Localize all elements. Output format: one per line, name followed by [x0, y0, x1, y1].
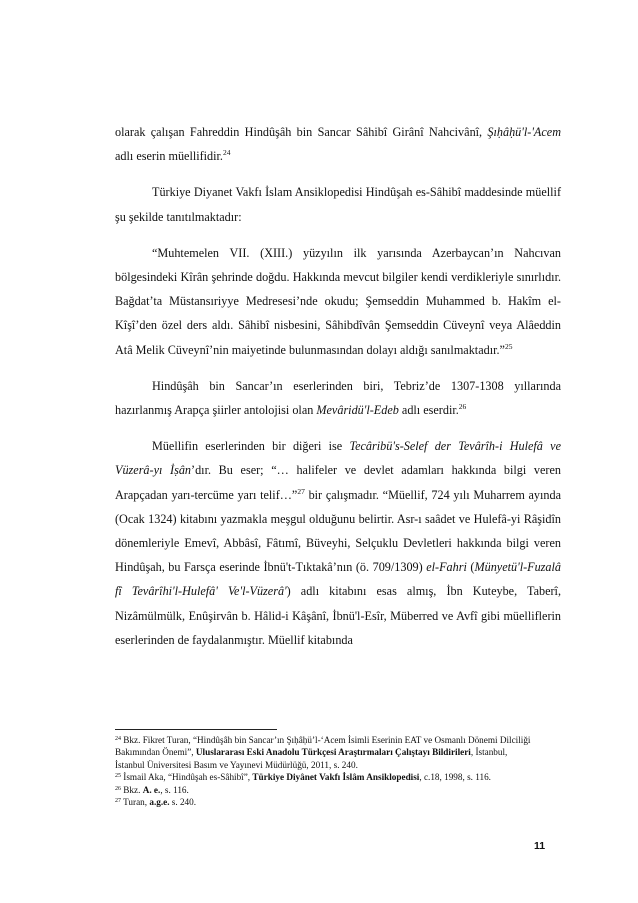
footnote-text: Bkz. Fikret Turan, “Hindûşâh bin Sancar’ın Şıḥâḥü’l-‘Acem İsimli Eserinin EAT ve Osmanlı Dönemi Dilciliği Bakımından Önemi”,: [115, 735, 531, 758]
work-title: Şıḥâḥü'l-'Acem: [487, 125, 561, 139]
paragraph-works: [115, 374, 561, 422]
footnote-27: [115, 796, 535, 808]
footnote-25: [115, 771, 535, 783]
footnote-source-title: A. e.: [142, 784, 161, 795]
text-run: (: [466, 560, 475, 575]
text-run: bir çalışmadır. “Müellif, 724 yılı Muharrem ayında (Ocak 1324) kitabını yazmakla meşgul olduğunu belirtir. Asr-ı saâdet ve Hulefâ-yi Râşidîn dönemleriyle Emevî, Abbâsî, Fâtımî, Büveyhi, Selçuklu Devletleri hakkında bilgi veren Hindûşah, bu Farsça eserinde İbnü't-Tıktakâ’nın (ö. 709/1309): [115, 487, 562, 575]
footnote-number: 25: [115, 773, 121, 780]
paragraph-quote: [115, 241, 561, 362]
text-run: “Muhtemelen VII. (XIII.) yüzyılın ilk yarısında Azerbaycan’ın Nahcıvan bölgesindeki Kîrân şehrinde doğdu. Hakkında mevcut bilgiler kendi verdikleriyle sınırlıdır. Bağdat’ta Müstansıriyye Medresesi’nde okudu; Şemseddin Muhammed b. Hakîm el-Kîşî’den özel ders aldı. Sâhibî nisbesini, Sâhibdîvân Şemseddin Cüveynî veya Alâeddin Atâ Melik Cüveynî’nin maiyetinde bulunmasından dolayı aldığı sanılmaktadır.”: [115, 245, 561, 357]
text-run: ) adlı kitabını esas almış, İbn Kuteybe, Taberî, Nizâmülmülk, Enûşirvân b. Hâlid-i Kâşânî, İbnü'l-Esîr, Müberred ve Avfî gibi müelliflerin eserlerinden de faydalanmıştır. Müellif kitabında: [115, 584, 561, 647]
text-run: Hindûşâh bin Sancar’ın eserlerinden biri, Tebriz’de 1307-1308 yıllarında hazırlanmış Arapça şiirler antolojisi olan: [115, 378, 561, 418]
footnote-number: 27: [115, 798, 121, 805]
footnote-24: [115, 734, 535, 771]
paragraph-intro: [115, 180, 561, 228]
footnote-separator: [115, 729, 277, 730]
footnote-text: İsmail Aka, “Hindûşah es-Sâhibî”,: [121, 772, 253, 783]
footnote-text: , s. 116.: [160, 784, 189, 795]
footnote-source-title: Türkiye Diyânet Vakfı İslâm Ansiklopedisi: [252, 772, 420, 783]
footnote-26: [115, 784, 535, 796]
paragraph-tecaribus-selef: [115, 434, 561, 652]
text-run: ’dır. Bu eser; “… halifeler ve devlet adamları hakkında bilgi veren Arapçadan yarı-tercüme yarı telif…”: [115, 463, 561, 502]
work-title: Mevâridü'l-Edeb: [316, 403, 399, 418]
work-title: el-Fahri: [426, 560, 467, 575]
footnote-ref[interactable]: 24: [222, 148, 231, 158]
text-run: adlı eserdir.: [398, 403, 459, 418]
footnote-number: 24: [115, 736, 121, 742]
body-text: [115, 120, 561, 652]
footnote-ref[interactable]: 25: [504, 341, 513, 351]
footnote-text: , c.18, 1998, s. 116.: [419, 772, 491, 783]
text-run: olarak çalışan Fahreddin Hindûşâh bin Sancar Sâhibî Girânî Nahcivânî,: [115, 125, 488, 139]
footnote-source-title: Uluslararası Eski Anadolu Türkçesi Araştırmaları Çalıştayı Bildirileri: [195, 747, 471, 758]
footnote-ref[interactable]: 27: [297, 486, 305, 496]
paragraph-continuation: [115, 120, 561, 168]
page-number: 11: [534, 840, 546, 852]
footnote-number: 26: [115, 785, 121, 792]
footnote-source-title: a.g.e.: [149, 797, 170, 808]
text-run: Türkiye Diyanet Vakfı İslam Ansiklopedisi Hindûşah es-Sâhibî maddesinde müellif şu şekilde tanıtılmaktadır:: [115, 185, 561, 224]
footnote-text: , İstanbul, İstanbul Üniversitesi Basım ve Yayınevi Müdürlüğü, 2011, s. 240.: [115, 747, 508, 770]
footnote-ref[interactable]: 26: [458, 402, 467, 412]
work-title: Tecâribü's-Selef der Tevârîh-i Hulefâ ve Vüzerâ-yı İṣân: [115, 439, 561, 478]
text-run: adlı eserin müellifidir.: [115, 149, 223, 164]
footnote-text: Bkz.: [121, 784, 143, 795]
text-run: Müellifin eserlerinden bir diğeri ise: [152, 439, 350, 454]
footnotes: [115, 734, 535, 808]
footnote-text: s. 240.: [169, 797, 197, 808]
footnote-text: Turan,: [121, 797, 150, 808]
work-title: Münyetü'l-Fuzalâ fî Tevârîhi'l-Hulefâ' Ve'l-Vüzerâ': [115, 560, 561, 599]
